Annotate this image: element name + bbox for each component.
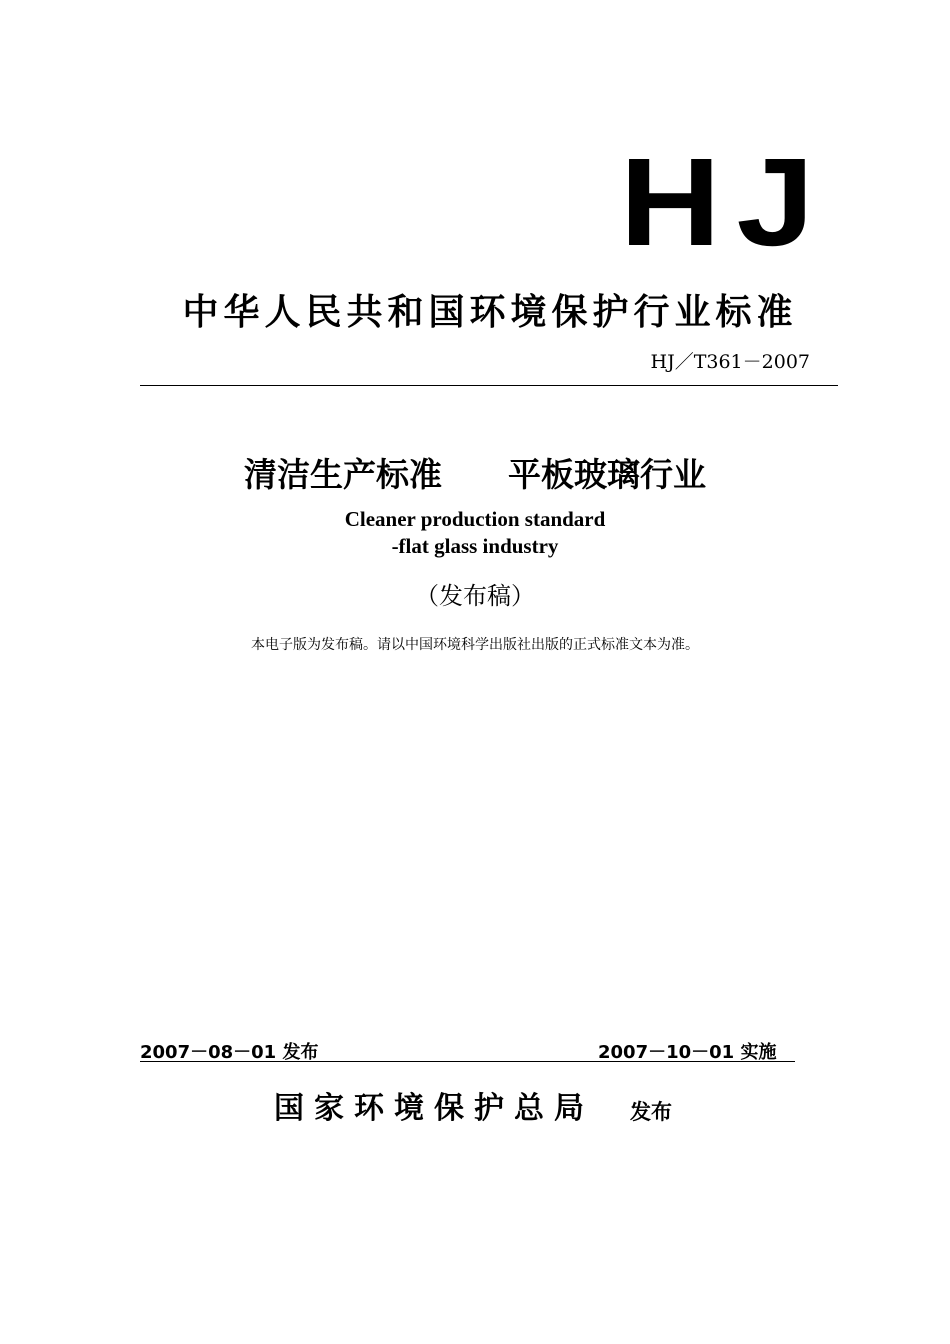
issuer-standard-heading: 中华人民共和国环境保护行业标准 bbox=[182, 292, 798, 333]
header-divider bbox=[140, 385, 838, 386]
publish-date: 2007－08－01 发布 bbox=[140, 1042, 319, 1063]
document-title-english-line2: -flat glass industry bbox=[391, 534, 559, 558]
issuing-authority: 国家环境保护总局 bbox=[274, 1091, 594, 1126]
hj-logo: HJ bbox=[619, 133, 830, 272]
effective-date: 2007－10－01 实施 bbox=[598, 1042, 777, 1063]
standard-number: HJ／T361－2007 bbox=[650, 351, 810, 373]
date-divider bbox=[140, 1061, 795, 1062]
draft-note: 本电子版为发布稿。请以中国环境科学出版社出版的正式标准文本为准。 bbox=[251, 637, 699, 653]
document-title-english-line1: Cleaner production standard bbox=[344, 507, 606, 531]
draft-label: （发布稿） bbox=[415, 582, 535, 610]
document-title-chinese: 清洁生产标准 平板玻璃行业 bbox=[244, 455, 706, 494]
issuing-authority-suffix: 发布 bbox=[630, 1100, 672, 1124]
